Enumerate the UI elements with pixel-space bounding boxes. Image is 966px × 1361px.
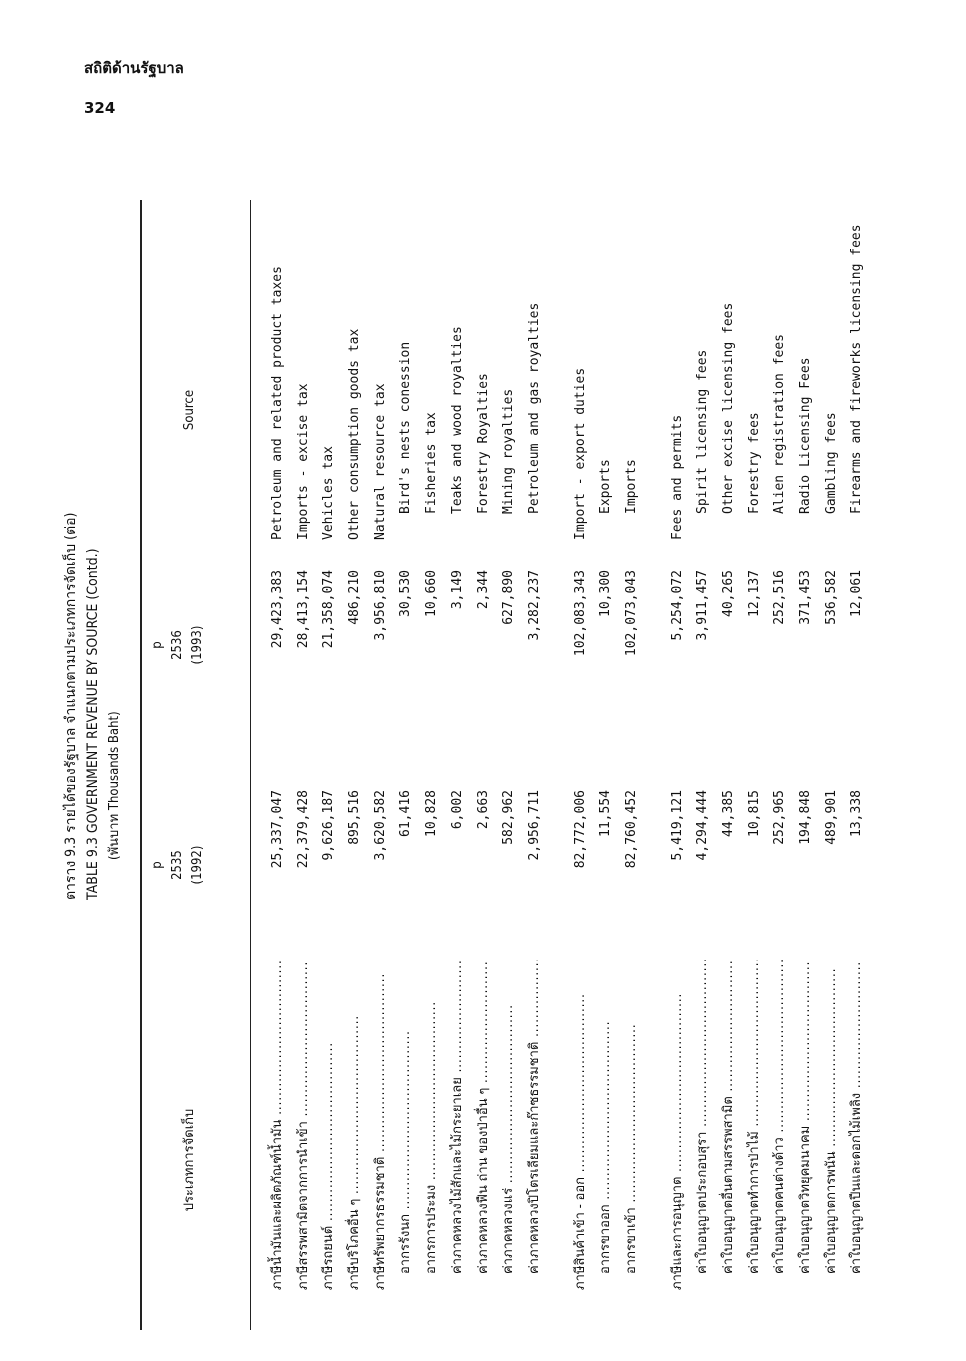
table-row <box>368 200 394 1330</box>
value-2535: 4,294,444 <box>695 790 711 861</box>
table-row <box>665 200 691 1330</box>
table-row <box>767 200 793 1330</box>
source-english: Firearms and fireworks licensing fees <box>849 224 865 514</box>
value-2536: 486,210 <box>347 570 363 625</box>
column-header-category: ประเภทการจัดเก็บ <box>182 1108 197 1212</box>
category-thai: ภาษีและการอนุญาต ..... <box>665 960 691 1290</box>
value-2535: 9,626,187 <box>321 790 337 861</box>
category-thai: ค่าภาคหลวงฟืน ถ่าน ของป่าอื่น ๆ ..... <box>471 960 497 1274</box>
table-caption <box>60 200 126 1330</box>
value-2535: 10,815 <box>746 790 762 837</box>
value-2535: 22,379,428 <box>295 790 311 869</box>
table-row <box>690 200 716 1330</box>
value-2535: 3,620,582 <box>372 790 388 861</box>
source-english: Natural resource tax <box>372 383 388 540</box>
table-row <box>393 200 419 1330</box>
value-2536: 5,254,072 <box>669 570 685 641</box>
table-row <box>522 200 548 1330</box>
table-row <box>291 200 317 1330</box>
value-2536: 3,282,237 <box>526 570 542 641</box>
table-row <box>316 200 342 1330</box>
value-2536: 3,911,457 <box>695 570 711 641</box>
source-english: Spirit licensing fees <box>695 349 711 514</box>
category-thai: อากรขาเข้า ..... <box>619 960 645 1274</box>
category-thai: อากรรังนก ..... <box>393 960 419 1274</box>
value-2535: 25,337,047 <box>270 790 285 869</box>
table-title-english: TABLE 9.3 GOVERNMENT REVENUE BY SOURCE (Contd.) <box>85 548 101 900</box>
value-2535: 13,338 <box>849 790 865 837</box>
category-thai: ค่าใบอนุญาตประกอบสุรา ..... <box>690 960 716 1274</box>
source-english: Imports - excise tax <box>295 383 311 540</box>
column-header-source: Source <box>182 389 197 431</box>
value-2535: 61,416 <box>398 790 414 837</box>
category-thai: ภาษีบริโภคอื่น ๆ ..... <box>342 960 368 1290</box>
source-english: Petroleum and related product taxes <box>270 266 285 540</box>
source-english: Forestry fees <box>746 412 762 514</box>
category-thai: ค่าภาคหลวงไม้สักและไม้กระยาเลย ..... <box>445 960 471 1274</box>
value-2535: 11,554 <box>598 790 614 837</box>
table-row <box>419 200 445 1330</box>
column-header-year-2535 <box>148 800 208 930</box>
value-2536: 627,890 <box>501 570 517 625</box>
source-english: Gambling fees <box>823 412 839 514</box>
page-header <box>84 48 184 128</box>
category-thai: ภาษีน้ำมันและผลิตภัณฑ์น้ำมัน ..... <box>265 960 291 1290</box>
table-row <box>496 200 522 1330</box>
table-row <box>793 200 819 1330</box>
year2-be: 2536 <box>170 630 185 660</box>
year2-flag: p <box>150 641 165 649</box>
source-english: Fisheries tax <box>424 412 440 514</box>
value-2535: 6,002 <box>449 790 465 830</box>
source-english: Teaks and wood royalties <box>449 326 465 514</box>
category-thai: ค่าภาคหลวงปิโตรเลียมและก๊าซธรรมชาติ ..... <box>522 960 548 1274</box>
value-2535: 82,772,006 <box>572 790 588 869</box>
value-2535: 5,419,121 <box>669 790 685 861</box>
source-english: Fees and permits <box>669 414 685 540</box>
source-english: Vehicles tax <box>321 446 337 540</box>
category-thai: ค่าใบอนุญาตวิทยุคมนาคม ..... <box>793 960 819 1274</box>
value-2536: 12,137 <box>746 570 762 617</box>
source-english: Other excise licensing fees <box>721 302 736 514</box>
book-title: สถิติด้านรัฐบาล <box>84 59 184 77</box>
value-2535: 2,663 <box>475 790 491 830</box>
value-2536: 536,582 <box>823 570 839 625</box>
table-row <box>593 200 619 1330</box>
value-2535: 895,516 <box>347 790 363 845</box>
table-row <box>742 200 768 1330</box>
source-english: Other consumption goods tax <box>347 328 363 540</box>
year2-ad: (1993) <box>190 625 205 665</box>
source-english: Forestry Royalties <box>475 373 491 514</box>
value-2536: 371,453 <box>798 570 814 625</box>
table-row <box>844 200 870 1330</box>
value-2536: 10,300 <box>598 570 614 617</box>
value-2536: 3,956,810 <box>372 570 388 641</box>
table-row <box>716 200 742 1330</box>
category-thai: ค่าใบอนุญาตคนต่างด้าว ..... <box>767 960 793 1274</box>
category-thai: ค่าใบอนุญาตอื่นตามสรรพสามิต ..... <box>716 960 742 1274</box>
value-2535: 2,956,711 <box>526 790 542 861</box>
year1-flag: p <box>150 861 165 869</box>
value-2536: 40,265 <box>721 570 736 617</box>
value-2536: 2,344 <box>475 570 491 610</box>
value-2536: 21,358,074 <box>321 570 337 649</box>
category-thai: ภาษีรถยนต์ ..... <box>316 960 342 1290</box>
table-row <box>265 200 291 1330</box>
table-row <box>445 200 471 1330</box>
category-thai: ภาษีทรัพยากรธรรมชาติ ..... <box>368 960 394 1290</box>
header-rule <box>250 200 251 1330</box>
value-2536: 10,660 <box>424 570 440 617</box>
table-row <box>619 200 645 1330</box>
source-english: Petroleum and gas royalties <box>526 302 542 514</box>
value-2536: 28,413,154 <box>295 570 311 649</box>
value-2535: 194,848 <box>798 790 814 845</box>
category-thai: ค่าใบอนุญาตปืนและดอกไม้เพลิง ..... <box>844 960 870 1274</box>
source-english: Import - export duties <box>572 367 588 540</box>
source-english: Imports <box>623 459 639 514</box>
value-2536: 12,061 <box>849 570 865 617</box>
source-english: Bird's nests conession <box>398 341 414 514</box>
column-header-year-2536 <box>148 580 208 710</box>
category-thai: ภาษีสินค้าเข้า - ออก ..... <box>568 960 594 1290</box>
value-2536: 102,073,043 <box>623 570 639 657</box>
table-row <box>568 200 594 1330</box>
value-2535: 489,901 <box>823 790 839 845</box>
value-2535: 582,962 <box>501 790 517 845</box>
top-rule <box>140 200 142 1330</box>
value-2535: 252,965 <box>772 790 788 845</box>
page-number: 324 <box>84 99 116 117</box>
table-row <box>471 200 497 1330</box>
table-row <box>342 200 368 1330</box>
table-row <box>819 200 845 1330</box>
source-english: Mining royalties <box>501 388 517 514</box>
year1-ad: (1992) <box>190 845 205 885</box>
value-2536: 30,530 <box>398 570 414 617</box>
source-english: Alien registration fees <box>772 333 788 514</box>
table-title-thai: ตาราง 9.3 รายได้ของรัฐบาล จำแนกตามประเภทการจัดเก็บ (ต่อ) <box>63 512 79 900</box>
category-thai: อากรขาออก ..... <box>593 960 619 1274</box>
category-thai: อากรการประมง ..... <box>419 960 445 1274</box>
value-2536: 102,083,343 <box>572 570 588 657</box>
value-2536: 252,516 <box>772 570 788 625</box>
rotated-table <box>60 200 920 1330</box>
year1-be: 2535 <box>170 850 185 880</box>
category-thai: ค่าใบอนุญาตทำการป่าไม้ ..... <box>742 960 768 1274</box>
category-thai: ค่าภาคหลวงแร่ ..... <box>496 960 522 1274</box>
category-thai: ภาษีสรรพสามิตจากการนำเข้า ..... <box>291 960 317 1290</box>
source-english: Exports <box>598 459 614 514</box>
value-2535: 10,828 <box>424 790 440 837</box>
table-body <box>265 200 870 1330</box>
value-2535: 44,385 <box>721 790 736 837</box>
value-2535: 82,760,452 <box>623 790 639 869</box>
table-unit: (พันบาท Thousands Baht) <box>107 711 122 860</box>
value-2536: 3,149 <box>449 570 465 610</box>
value-2536: 29,423,383 <box>270 570 285 649</box>
source-english: Radio Licensing Fees <box>798 357 814 514</box>
category-thai: ค่าใบอนุญาตการพนัน ..... <box>819 960 845 1274</box>
